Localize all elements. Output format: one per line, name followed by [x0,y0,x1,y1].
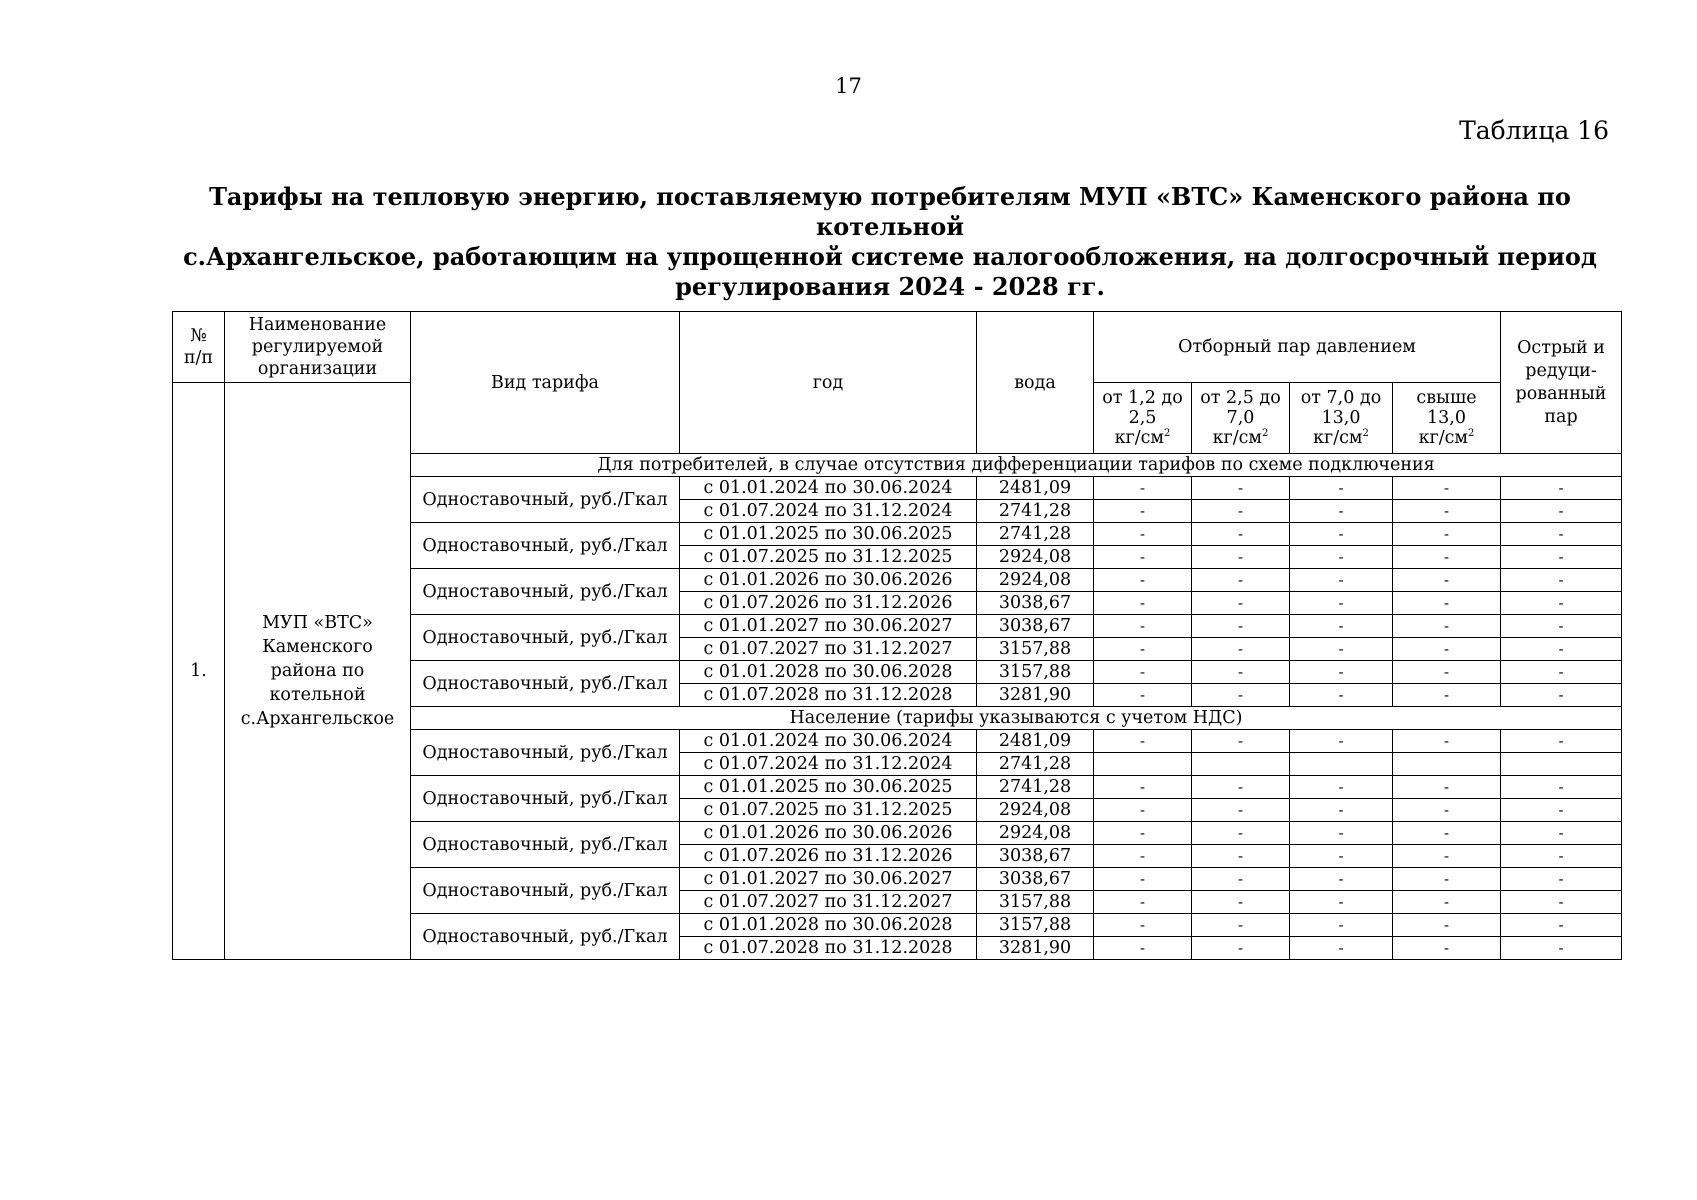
water-cell: 3157,88 [977,661,1094,684]
period-cell: с 01.01.2027 по 30.06.2027 [680,615,977,638]
water-cell: 3038,67 [977,845,1094,868]
steam-cell: - [1094,730,1192,753]
tariff-kind-cell: Одноставочный, руб./Гкал [411,822,680,868]
water-cell: 2741,28 [977,753,1094,776]
steam-cell: - [1192,592,1290,615]
steam-cell: - [1192,845,1290,868]
tariff-kind-cell: Одноставочный, руб./Гкал [411,868,680,914]
steam-cell: - [1192,546,1290,569]
steam-cell: - [1501,661,1622,684]
steam-cell: - [1290,891,1393,914]
period-cell: с 01.07.2027 по 31.12.2027 [680,638,977,661]
steam-cell: - [1393,776,1501,799]
page-number: 17 [835,74,862,98]
steam-cell: - [1192,500,1290,523]
period-cell: с 01.07.2028 по 31.12.2028 [680,684,977,707]
steam-cell: - [1192,937,1290,960]
steam-cell: - [1290,615,1393,638]
steam-cell [1393,753,1501,776]
row-number-cell: 1. [173,383,225,960]
steam-cell: - [1290,592,1393,615]
period-cell: с 01.07.2028 по 31.12.2028 [680,937,977,960]
steam-cell: - [1290,661,1393,684]
steam-cell: - [1393,799,1501,822]
steam-cell: - [1393,845,1501,868]
steam-cell: - [1192,523,1290,546]
steam-cell: - [1501,868,1622,891]
water-cell: 2924,08 [977,822,1094,845]
period-cell: с 01.07.2025 по 31.12.2025 [680,799,977,822]
water-cell: 2741,28 [977,776,1094,799]
steam-cell: - [1192,730,1290,753]
water-cell: 3281,90 [977,684,1094,707]
organization-line: с.Архангельское [240,709,395,729]
period-cell: с 01.07.2024 по 31.12.2024 [680,500,977,523]
steam-cell: - [1501,615,1622,638]
steam-cell: - [1393,868,1501,891]
steam-cell: - [1393,730,1501,753]
header-steam-4-line: кг/см [1418,428,1469,448]
steam-cell: - [1393,661,1501,684]
water-cell: 2924,08 [977,546,1094,569]
header-number [173,312,225,383]
steam-cell [1192,753,1290,776]
steam-cell: - [1290,477,1393,500]
steam-cell: - [1501,799,1622,822]
title-line: с.Архангельское, работающим на упрощенной системе налогообложения, на долгосрочный период [183,242,1597,271]
tariff-kind-cell: Одноставочный, руб./Гкал [411,569,680,615]
steam-cell: - [1094,615,1192,638]
steam-cell: - [1501,937,1622,960]
period-cell: с 01.01.2025 по 30.06.2025 [680,776,977,799]
steam-cell: - [1501,546,1622,569]
steam-cell: - [1094,546,1192,569]
header-steam-1-line: от 1,2 до [1102,388,1183,408]
section-title: Население (тарифы указываются с учетом НДС) [411,707,1622,730]
header-steam-2-line: от 2,5 до [1200,388,1281,408]
steam-cell: - [1501,684,1622,707]
period-cell: с 01.01.2026 по 30.06.2026 [680,822,977,845]
steam-cell: - [1393,684,1501,707]
organization-line: района по [270,661,365,681]
unit-superscript: 2 [1262,428,1269,440]
steam-cell: - [1290,937,1393,960]
organization-line: МУП «ВТС» [262,613,373,633]
steam-cell: - [1192,868,1290,891]
steam-cell: - [1393,500,1501,523]
steam-cell: - [1094,569,1192,592]
period-cell: с 01.07.2026 по 31.12.2026 [680,845,977,868]
tariff-kind-cell: Одноставочный, руб./Гкал [411,523,680,569]
header-steam-group: Отборный пар давлением [1094,312,1501,383]
header-steam-3 [1290,383,1393,454]
header-organization: Наименование регулируемой организации [225,312,411,383]
steam-cell: - [1290,914,1393,937]
steam-cell: - [1094,638,1192,661]
steam-cell [1290,753,1393,776]
steam-cell: - [1192,477,1290,500]
title-line: регулирования 2024 - 2028 гг. [675,272,1105,301]
steam-cell: - [1501,776,1622,799]
header-steam-3-line: 13,0 [1321,408,1361,428]
steam-cell: - [1192,799,1290,822]
tariff-kind-cell: Одноставочный, руб./Гкал [411,477,680,523]
header-steam-2-line: кг/см [1212,428,1263,448]
steam-cell: - [1192,638,1290,661]
header-steam-4-line: свыше [1416,388,1477,408]
steam-cell: - [1290,730,1393,753]
steam-cell [1501,753,1622,776]
steam-cell: - [1192,615,1290,638]
period-cell: с 01.01.2024 по 30.06.2024 [680,730,977,753]
period-cell: с 01.01.2028 по 30.06.2028 [680,661,977,684]
organization-line: котельной [269,685,366,705]
steam-cell: - [1501,845,1622,868]
steam-cell: - [1094,776,1192,799]
steam-cell: - [1094,822,1192,845]
title-line: Тарифы на тепловую энергию, поставляемую потребителям МУП «ВТС» Каменского района по котельной [209,182,1571,241]
period-cell: с 01.01.2028 по 30.06.2028 [680,914,977,937]
header-number-line: № [190,326,207,346]
steam-cell: - [1393,822,1501,845]
steam-cell: - [1094,684,1192,707]
unit-superscript: 2 [1164,428,1171,440]
steam-cell: - [1501,914,1622,937]
water-cell: 3038,67 [977,615,1094,638]
unit-superscript: 2 [1362,428,1369,440]
header-number-line: п/п [183,348,214,368]
header-steam-2 [1192,383,1290,454]
steam-cell: - [1192,891,1290,914]
steam-cell: - [1094,799,1192,822]
steam-cell: - [1094,868,1192,891]
steam-cell: - [1192,822,1290,845]
steam-cell: - [1393,592,1501,615]
water-cell: 2924,08 [977,569,1094,592]
steam-cell: - [1290,638,1393,661]
water-cell: 3157,88 [977,638,1094,661]
document-title [160,182,1620,302]
period-cell: с 01.01.2027 по 30.06.2027 [680,868,977,891]
organization-cell [225,383,411,960]
steam-cell: - [1094,477,1192,500]
steam-cell: - [1290,799,1393,822]
tariff-kind-cell: Одноставочный, руб./Гкал [411,661,680,707]
header-tariff-kind: Вид тарифа [411,312,680,454]
period-cell: с 01.07.2025 по 31.12.2025 [680,546,977,569]
header-sharp-steam: Острый и редуци-рованный пар [1501,312,1622,454]
steam-cell: - [1192,776,1290,799]
tariff-kind-cell: Одноставочный, руб./Гкал [411,914,680,960]
steam-cell: - [1290,523,1393,546]
steam-cell: - [1290,845,1393,868]
steam-cell: - [1192,661,1290,684]
period-cell: с 01.07.2024 по 31.12.2024 [680,753,977,776]
steam-cell: - [1501,523,1622,546]
steam-cell: - [1290,500,1393,523]
header-steam-1 [1094,383,1192,454]
header-steam-1-line: 2,5 [1128,408,1157,428]
steam-cell: - [1501,730,1622,753]
period-cell: с 01.01.2024 по 30.06.2024 [680,477,977,500]
steam-cell [1094,753,1192,776]
steam-cell: - [1393,523,1501,546]
steam-cell: - [1501,477,1622,500]
header-year: год [680,312,977,454]
steam-cell: - [1393,891,1501,914]
tariff-table [172,311,1622,960]
steam-cell: - [1094,937,1192,960]
steam-cell: - [1094,523,1192,546]
steam-cell: - [1393,546,1501,569]
water-cell: 3038,67 [977,592,1094,615]
steam-cell: - [1290,546,1393,569]
period-cell: с 01.07.2027 по 31.12.2027 [680,891,977,914]
header-steam-3-line: кг/см [1313,428,1363,448]
steam-cell: - [1290,868,1393,891]
water-cell: 3157,88 [977,914,1094,937]
header-water: вода [977,312,1094,454]
header-steam-4 [1393,383,1501,454]
steam-cell: - [1094,891,1192,914]
period-cell: с 01.07.2026 по 31.12.2026 [680,592,977,615]
steam-cell: - [1094,500,1192,523]
period-cell: с 01.01.2025 по 30.06.2025 [680,523,977,546]
steam-cell: - [1192,684,1290,707]
tariff-kind-cell: Одноставочный, руб./Гкал [411,615,680,661]
steam-cell: - [1290,822,1393,845]
water-cell: 3281,90 [977,937,1094,960]
header-steam-4-line: 13,0 [1427,408,1466,428]
steam-cell: - [1094,845,1192,868]
header-steam-2-line: 7,0 [1226,408,1255,428]
section-title: Для потребителей, в случае отсутствия дифференциации тарифов по схеме подключения [411,454,1622,477]
tariff-kind-cell: Одноставочный, руб./Гкал [411,730,680,776]
tariff-kind-cell: Одноставочный, руб./Гкал [411,776,680,822]
water-cell: 3038,67 [977,868,1094,891]
steam-cell: - [1393,569,1501,592]
water-cell: 2481,09 [977,730,1094,753]
steam-cell: - [1393,914,1501,937]
steam-cell: - [1501,569,1622,592]
steam-cell: - [1501,592,1622,615]
steam-cell: - [1094,914,1192,937]
header-steam-1-line: кг/см [1114,428,1165,448]
steam-cell: - [1501,822,1622,845]
steam-cell: - [1094,661,1192,684]
unit-superscript: 2 [1468,428,1475,440]
steam-cell: - [1192,914,1290,937]
steam-cell: - [1290,569,1393,592]
period-cell: с 01.01.2026 по 30.06.2026 [680,569,977,592]
steam-cell: - [1501,638,1622,661]
table-label: Таблица 16 [1459,116,1609,145]
steam-cell: - [1290,684,1393,707]
steam-cell: - [1290,776,1393,799]
water-cell: 2924,08 [977,799,1094,822]
water-cell: 2741,28 [977,500,1094,523]
steam-cell: - [1393,638,1501,661]
water-cell: 2481,09 [977,477,1094,500]
steam-cell: - [1393,615,1501,638]
steam-cell: - [1501,891,1622,914]
header-steam-3-line: от 7,0 до [1300,388,1382,408]
steam-cell: - [1393,937,1501,960]
steam-cell: - [1192,569,1290,592]
steam-cell: - [1393,477,1501,500]
organization-line: Каменского [262,637,373,657]
steam-cell: - [1094,592,1192,615]
steam-cell: - [1501,500,1622,523]
water-cell: 3157,88 [977,891,1094,914]
water-cell: 2741,28 [977,523,1094,546]
